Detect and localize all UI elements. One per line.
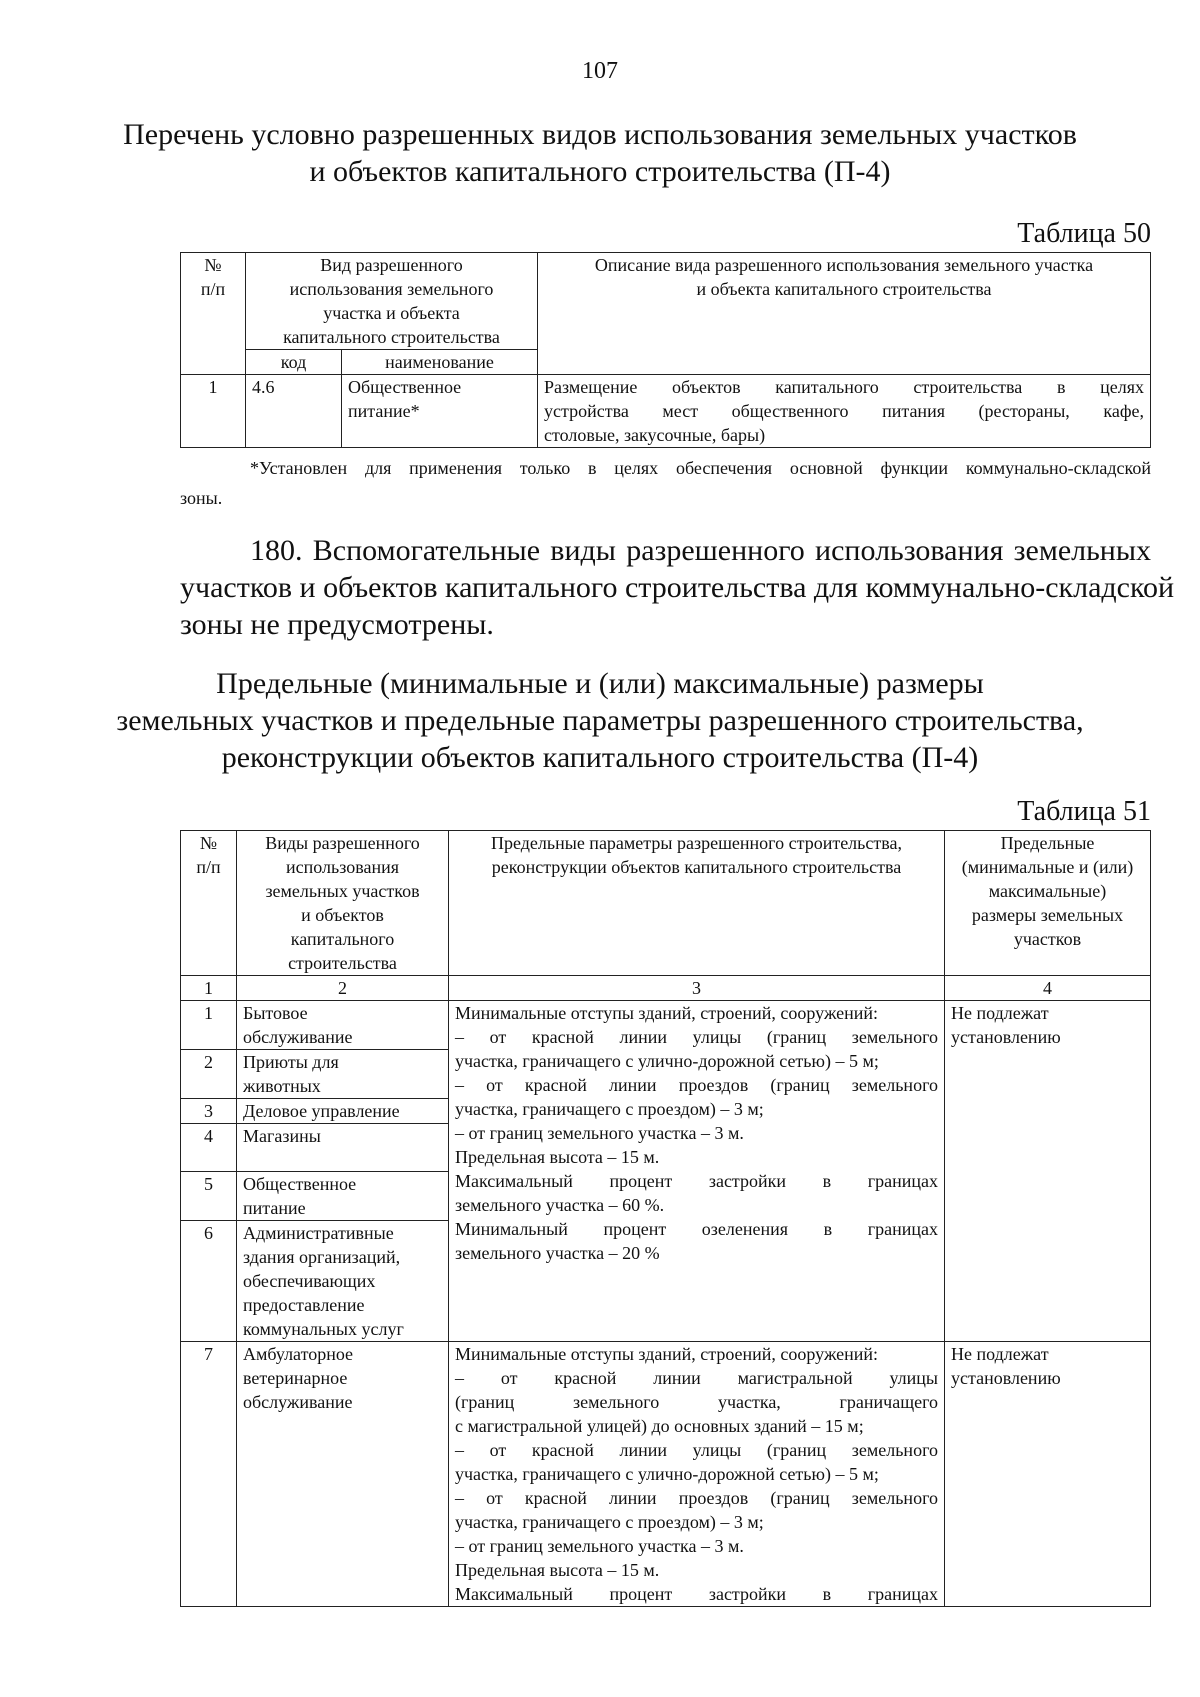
header-num: № п/п <box>181 253 246 375</box>
header-code: код <box>246 350 342 375</box>
row-description: Размещение объектов капитального строительства в целях устройства мест общественного питания (рестораны, кафе, столовые, закусочные, бары) <box>538 375 1151 448</box>
row-code: 4.6 <box>246 375 342 448</box>
row-name: Общественное питание* <box>342 375 538 448</box>
header-sizes: Предельные (минимальные и (или) максимальные) размеры земельных участков <box>945 831 1151 976</box>
table-row: 2 Приюты для животных <box>181 1050 1151 1099</box>
header-vid: Виды разрешенного использования земельных участков и объектов капитального строительства <box>237 831 449 976</box>
numbering-row: 1 2 3 4 <box>181 976 1151 1001</box>
header-description: Описание вида разрешенного использования земельного участка и объекта капитального строительства <box>538 253 1151 375</box>
table-50 <box>180 252 1151 448</box>
footnote: *Установлен для применения только в целях обеспечения основной функции коммунально-складской зоны. <box>180 458 1151 508</box>
paragraph-180: 180. Вспомогательные виды разрешенного использования земельных участков и объектов капитального строительства для коммунально-складской зоны не предусмотрены. <box>180 534 1175 641</box>
group1-params: Минимальные отступы зданий, строений, сооружений: – от красной линии улицы (границ земельного участка, граничащего с улично-дорожной сетью) – 5 м; – от красной линии проездов (границ земельного участка, граничащего с проездом) – 3 м; – от границ земельного участка – 3 м. Предельная высота – 15 м. Максимальный процент застройки в границах земельного участка – 60 %. Минимальный процент озеленения в границах земельного участка – 20 % <box>449 1001 945 1342</box>
table51-label: Таблица 51 <box>1017 796 1151 827</box>
group1-sizes: Не подлежат установлению <box>945 1001 1151 1342</box>
group2-sizes: Не подлежат установлению <box>945 1342 1151 1607</box>
table-row <box>181 375 1151 448</box>
table50-label: Таблица 50 <box>1017 218 1151 249</box>
page-number: 107 <box>582 58 618 84</box>
row-num: 1 <box>181 375 246 448</box>
table-row: 6 Административные здания организаций, обеспечивающих предоставление коммунальных услуг <box>181 1221 1151 1342</box>
table-row: 3 Деловое управление <box>181 1099 1151 1124</box>
table-row: 4 Магазины <box>181 1124 1151 1172</box>
table-row: 5 Общественное питание <box>181 1172 1151 1221</box>
group2-params: Минимальные отступы зданий, строений, сооружений: – от красной линии магистральной улицы (границ земельного участка, граничащего с магистральной улицей) до основных зданий – 15 м; – от красной линии улицы (границ земельного участка, граничащего с улично-дорожной сетью) – 5 м; – от красной линии проездов (границ земельного участка, граничащего с проездом) – 3 м; – от границ земельного участка – 3 м. Предельная высота – 15 м. Максимальный процент застройки в границах <box>449 1342 945 1607</box>
table50-title: Перечень условно разрешенных видов использования земельных участков и объектов капитального строительства (П-4) <box>123 118 1077 188</box>
header-params: Предельные параметры разрешенного строительства, реконструкции объектов капитального строительства <box>449 831 945 976</box>
table51-title: Предельные (минимальные и (или) максимальные) размеры земельных участков и предельные параметры разрешенного строительства, реконструкции объектов капитального строительства (П-4) <box>116 667 1084 774</box>
table-51 <box>180 830 1151 1607</box>
table-row: 1 Бытовое обслуживание Минимальные отступы зданий, строений, сооружений: – от красной линии улицы (границ земельного участка, граничащего с улично-дорожной сетью) – 5 м; – от красной линии проездов (границ земельного участка, граничащего с проездом) – 3 м; – от границ земельного участка – 3 м. Предельная высота – 15 м. Максимальный процент застройки в границах земельного участка – 60 %. Минимальный процент озеленения в границах земельного участка – 20 % Не подлежат установлению <box>181 1001 1151 1050</box>
table-row: 7 Амбулаторное ветеринарное обслуживание Минимальные отступы зданий, строений, сооружений: – от красной линии магистральной улицы (границ земельного участка, граничащего с магистральной улицей) до основных зданий – 15 м; – от красной линии улицы (границ земельного участка, граничащего с улично-дорожной сетью) – 5 м; – от красной линии проездов (границ земельного участка, граничащего с проездом) – 3 м; – от границ земельного участка – 3 м. Предельная высота – 15 м. Максимальный процент застройки в границах Не подлежат установлению <box>181 1342 1151 1607</box>
header-num: № п/п <box>181 831 237 976</box>
header-vid: Вид разрешенного использования земельного участка и объекта капитального строительства <box>246 253 538 350</box>
header-name: наименование <box>342 350 538 375</box>
